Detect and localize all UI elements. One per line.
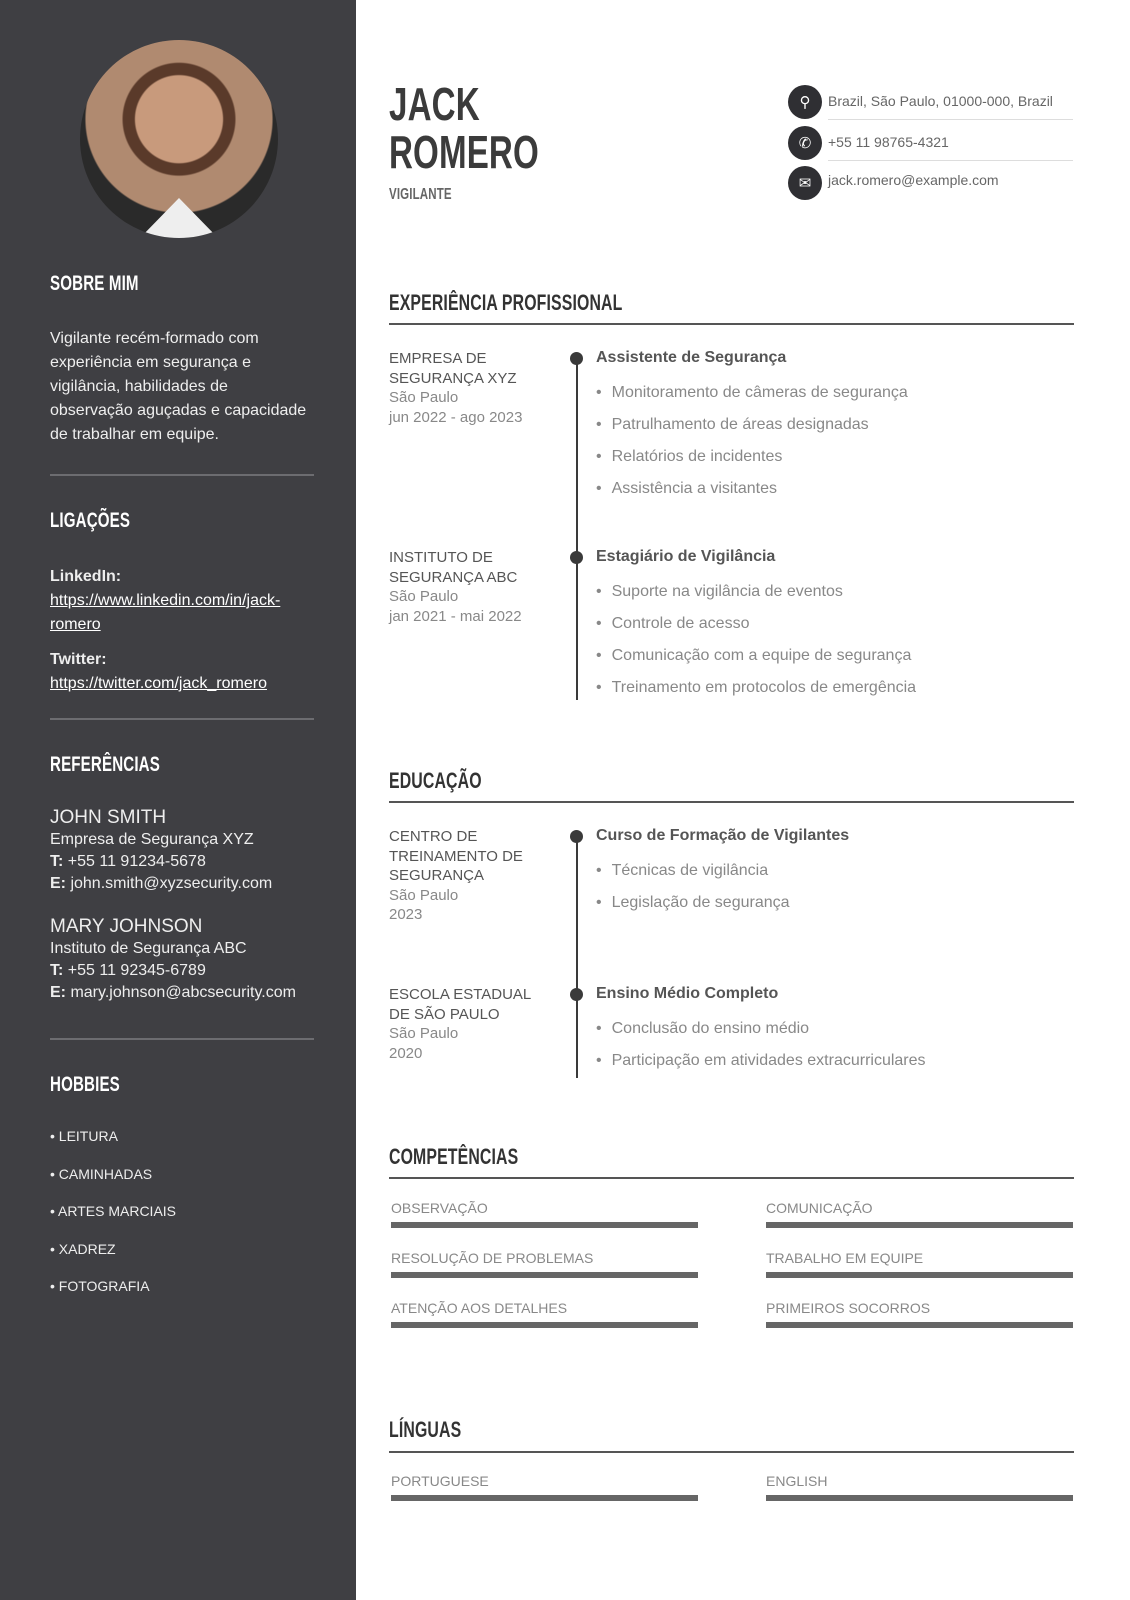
link-twitter — [50, 648, 315, 696]
skills-item — [766, 1200, 1073, 1228]
languages-heading: LÍNGUAS — [389, 1417, 462, 1442]
bullet-list — [596, 1013, 926, 1077]
skill-name: TRABALHO EM EQUIPE — [766, 1250, 924, 1266]
level-bar — [766, 1222, 1073, 1228]
level-fill — [766, 1222, 1073, 1228]
dates: 2020 — [389, 1044, 423, 1062]
hobby-item: • XADREZ — [50, 1240, 116, 1257]
ref-email: john.smith@xyzsecurity.com — [70, 875, 273, 892]
languages-item — [391, 1473, 698, 1501]
timeline-dot — [570, 352, 583, 365]
reference-item — [50, 916, 350, 1004]
level-bar — [391, 1495, 698, 1501]
timeline-line — [576, 358, 578, 700]
level-bar — [766, 1495, 1073, 1501]
level-fill — [766, 1322, 1073, 1328]
link-label: Twitter: — [50, 651, 107, 668]
level-fill — [766, 1272, 1073, 1278]
entry-title: Assistente de Segurança — [596, 349, 787, 366]
contact-email — [788, 166, 1073, 202]
location: São Paulo — [389, 886, 459, 904]
level-fill — [766, 1495, 1073, 1501]
first-name: JACK — [389, 78, 480, 130]
education-heading: EDUCAÇÃO — [389, 768, 482, 793]
level-bar — [766, 1272, 1073, 1278]
full-name — [389, 80, 597, 176]
entry-title: Ensino Médio Completo — [596, 985, 779, 1002]
bullet-item: • Monitoramento de câmeras de segurança — [596, 377, 908, 409]
organization: EMPRESA DE SEGURANÇA XYZ — [389, 350, 517, 387]
organization: CENTRO DE TREINAMENTO DE SEGURANÇA — [389, 828, 523, 884]
map-pin-icon: ⚲ — [788, 85, 822, 119]
link-linkedin — [50, 565, 315, 637]
address-text: Brazil, São Paulo, 01000-000, Brazil — [828, 93, 1053, 109]
contact-address — [788, 85, 1073, 121]
level-fill — [391, 1495, 698, 1501]
level-fill — [391, 1322, 698, 1328]
contact-phone — [788, 126, 1073, 162]
bullet-item: • Patrulhamento de áreas designadas — [596, 409, 908, 441]
bullet-list — [596, 855, 790, 919]
bullet-item: • Controle de acesso — [596, 608, 916, 640]
link-label: LinkedIn: — [50, 568, 122, 585]
skill-name: COMUNICAÇÃO — [766, 1200, 873, 1216]
organization: INSTITUTO DE SEGURANÇA ABC — [389, 549, 518, 586]
skill-name: RESOLUÇÃO DE PROBLEMAS — [391, 1250, 594, 1266]
hobbies-list — [50, 1118, 315, 1306]
level-bar — [391, 1222, 698, 1228]
phone-icon: ✆ — [788, 126, 822, 160]
hobby-item: • CAMINHADAS — [50, 1165, 153, 1182]
divider — [50, 718, 314, 720]
bullet-item: • Conclusão do ensino médio — [596, 1013, 926, 1045]
profile-photo — [80, 40, 278, 238]
ref-name: MARY JOHNSON — [50, 916, 203, 937]
skills-heading: COMPETÊNCIAS — [389, 1144, 519, 1169]
skills-item — [766, 1300, 1073, 1328]
divider — [389, 1451, 1074, 1453]
sidebar — [0, 0, 356, 1600]
ref-email-label: E: — [50, 875, 66, 892]
location: São Paulo — [389, 1025, 459, 1042]
about-text: Vigilante recém-formado com experiência em segurança e vigilância, habilidades de observação aguçadas e capacidade de trabalhar em equipe. — [50, 330, 307, 443]
twitter-link[interactable]: https://twitter.com/jack_romero — [50, 675, 267, 692]
hobbies-heading: HOBBIES — [50, 1073, 120, 1096]
hobby-item: • LEITURA — [50, 1128, 118, 1144]
skills-item — [391, 1200, 698, 1228]
skill-name: ENGLISH — [766, 1473, 828, 1489]
location: São Paulo — [389, 389, 459, 406]
ref-company: Instituto de Segurança ABC — [50, 940, 247, 957]
level-fill — [391, 1272, 698, 1278]
bullet-item: • Suporte na vigilância de eventos — [596, 576, 916, 608]
about-heading: SOBRE MIM — [50, 272, 139, 295]
hobby-item: • ARTES MARCIAIS — [50, 1203, 177, 1219]
last-name: ROMERO — [389, 126, 539, 178]
bullet-item: • Técnicas de vigilância — [596, 855, 790, 887]
ref-phone-label: T: — [50, 853, 64, 870]
ref-email: mary.johnson@abcsecurity.com — [70, 984, 296, 1001]
entry-title: Estagiário de Vigilância — [596, 548, 776, 565]
hobby-item: • FOTOGRAFIA — [50, 1278, 150, 1294]
timeline-dot — [570, 830, 583, 843]
experience-heading: EXPERIÊNCIA PROFISSIONAL — [389, 290, 623, 315]
ref-company: Empresa de Segurança XYZ — [50, 831, 254, 848]
bullet-item: • Assistência a visitantes — [596, 473, 908, 505]
divider — [50, 474, 314, 476]
dates: 2023 — [389, 906, 423, 923]
ref-email-label: E: — [50, 984, 66, 1001]
skills-item — [766, 1250, 1073, 1278]
bullet-item: • Treinamento em protocolos de emergência — [596, 672, 916, 704]
level-bar — [391, 1272, 698, 1278]
bullet-item: • Participação em atividades extracurriculares — [596, 1045, 926, 1077]
location: São Paulo — [389, 588, 459, 605]
divider — [389, 801, 1074, 803]
timeline-dot — [570, 551, 583, 564]
organization: ESCOLA ESTADUAL DE SÃO PAULO — [389, 986, 531, 1023]
skill-name: ATENÇÃO AOS DETALHES — [391, 1300, 568, 1316]
entry-title: Curso de Formação de Vigilantes — [596, 827, 850, 844]
divider — [389, 1177, 1074, 1179]
dates: jun 2022 - ago 2023 — [389, 408, 523, 426]
ref-phone: +55 11 91234-5678 — [67, 853, 206, 870]
linkedin-link[interactable]: https://www.linkedin.com/in/jack-romero — [50, 592, 281, 633]
skills-item — [391, 1300, 698, 1328]
skill-name: PRIMEIROS SOCORROS — [766, 1300, 931, 1316]
job-title: VIGILANTE — [389, 186, 452, 203]
bullet-item: • Relatórios de incidentes — [596, 441, 908, 473]
skill-name: OBSERVAÇÃO — [391, 1200, 488, 1216]
timeline-dot — [570, 988, 583, 1001]
skills-item — [391, 1250, 698, 1278]
bullet-list — [596, 576, 916, 704]
phone-text: +55 11 98765-4321 — [828, 134, 949, 150]
divider — [50, 1038, 314, 1040]
links-heading: LIGAÇÕES — [50, 509, 131, 532]
level-bar — [391, 1322, 698, 1328]
bullet-item: • Comunicação com a equipe de segurança — [596, 640, 916, 672]
divider — [389, 323, 1074, 325]
bullet-item: • Legislação de segurança — [596, 887, 790, 919]
envelope-icon: ✉ — [788, 166, 822, 200]
languages-item — [766, 1473, 1073, 1501]
level-bar — [766, 1322, 1073, 1328]
timeline-line — [576, 836, 578, 1078]
dates: jan 2021 - mai 2022 — [389, 607, 522, 625]
bullet-list — [596, 377, 908, 505]
ref-phone-label: T: — [50, 962, 64, 979]
email-text: jack.romero@example.com — [828, 172, 999, 188]
level-fill — [391, 1222, 698, 1228]
references-heading: REFERÊNCIAS — [50, 753, 160, 776]
skill-name: PORTUGUESE — [391, 1473, 489, 1489]
ref-phone: +55 11 92345-6789 — [67, 962, 206, 979]
ref-name: JOHN SMITH — [50, 807, 167, 828]
reference-item — [50, 807, 340, 895]
